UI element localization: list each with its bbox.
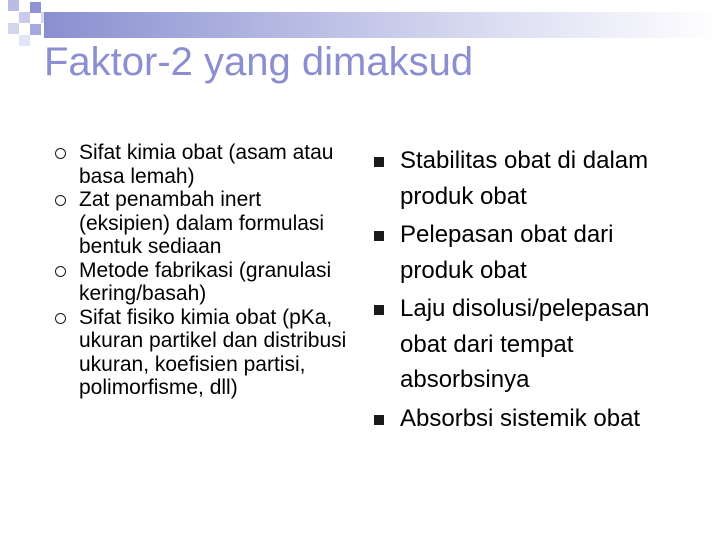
square-bullet-icon (374, 415, 384, 425)
right-list-item-text: Stabilitas obat di dalam produk obat (400, 147, 649, 210)
left-list-item-text: Zat penambah inert (eksipien) dalam formulasi bentuk sediaan (79, 188, 325, 258)
left-list-item-text: Sifat kimia obat (asam atau basa lemah) (79, 141, 334, 188)
deco-square (19, 35, 30, 46)
left-list-item-text: Metode fabrikasi (granulasi kering/basah) (79, 258, 332, 305)
left-list-item (51, 141, 351, 188)
title-gradient-band (44, 12, 720, 38)
right-list-item (372, 291, 672, 398)
right-bullet-column (372, 143, 672, 439)
left-list-item (51, 259, 351, 306)
left-list-item (51, 188, 351, 259)
ring-bullet-icon (55, 195, 66, 206)
right-list-item (372, 401, 672, 437)
deco-square (8, 23, 19, 34)
right-bullet-list (372, 143, 672, 436)
deco-square (30, 2, 41, 13)
slide-title: Faktor-2 yang dimaksud (44, 40, 474, 84)
ring-bullet-icon (55, 148, 66, 159)
left-bullet-column (51, 141, 351, 400)
ring-bullet-icon (55, 266, 66, 277)
square-bullet-icon (374, 157, 384, 167)
left-list-item (51, 306, 351, 400)
square-bullet-icon (374, 231, 384, 241)
deco-square (19, 12, 30, 23)
ring-bullet-icon (55, 313, 66, 324)
deco-square (8, 0, 19, 11)
right-list-item-text: Pelepasan obat dari produk obat (400, 221, 614, 284)
left-bullet-list (51, 141, 351, 400)
right-list-item (372, 143, 672, 214)
square-bullet-icon (374, 305, 384, 315)
right-list-item-text: Absorbsi sistemik obat (400, 404, 641, 432)
deco-square (30, 24, 41, 35)
right-list-item-text: Laju disolusi/pelepasan obat dari tempat absorbsinya (400, 295, 650, 393)
left-list-item-text: Sifat fisiko kimia obat (pKa, ukuran partikel dan distribusi ukuran, koefisien partisi, polimorfisme, dll) (79, 305, 347, 399)
right-list-item (372, 217, 672, 288)
